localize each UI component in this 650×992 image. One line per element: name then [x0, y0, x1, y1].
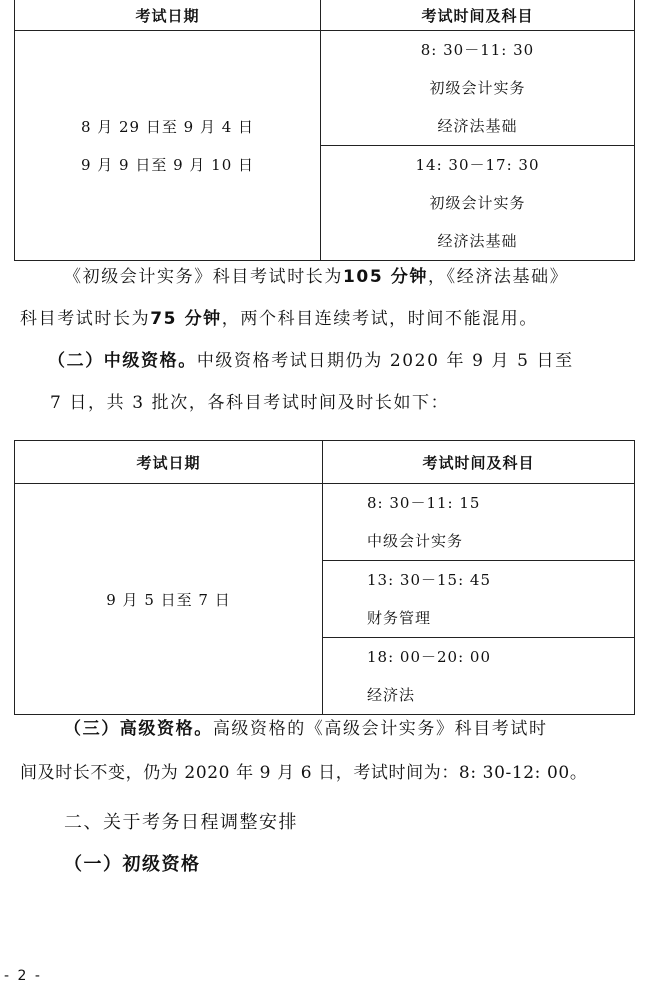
session-cell [321, 31, 635, 146]
section-label-senior: （三）高级资格。 [64, 719, 213, 739]
emphasis-duration: 75 分钟 [150, 309, 222, 329]
text: 中级资格考试日期仍为 2020 年 9 月 5 日至 [196, 351, 574, 371]
emphasis-duration: 105 分钟 [343, 267, 429, 287]
paragraph-senior-line1 [20, 714, 635, 739]
paragraph-intermediate-line1 [20, 346, 635, 371]
header-exam-date: 考试日期 [15, 0, 321, 31]
session-time: 8: 30－11: 15 [367, 494, 481, 512]
session-cell [321, 146, 635, 261]
text: ，《经济法基础》 [428, 267, 569, 287]
text: 7 日，共 3 批次，各科目考试时间及时长如下： [50, 393, 450, 413]
table-header-row [15, 441, 635, 484]
session-time: 18: 00－20: 00 [367, 648, 491, 666]
text: 间及时长不变，仍为 2020 年 9 月 6 日，考试时间为：8: 30-12: 00。 [20, 763, 588, 783]
header-exam-time-subject: 考试时间及科目 [323, 441, 635, 484]
page-number: - 2 - [4, 968, 42, 984]
session-subject: 经济法基础 [437, 117, 518, 135]
exam-schedule-table-junior [14, 0, 635, 261]
session-subject: 初级会计实务 [429, 79, 526, 97]
session-subject: 中级会计实务 [367, 532, 464, 550]
text: 高级资格的《高级会计实务》科目考试时 [212, 719, 548, 739]
text: 科目考试时长为 [20, 309, 151, 329]
header-exam-time-subject: 考试时间及科目 [321, 0, 635, 31]
text: 《初级会计实务》科目考试时长为 [64, 267, 343, 287]
header-exam-date: 考试日期 [15, 441, 323, 484]
exam-date-cell [15, 31, 321, 261]
session-time: 14: 30－17: 30 [415, 156, 540, 174]
session-time: 8: 30－11: 30 [420, 41, 535, 59]
session-subject: 初级会计实务 [429, 194, 526, 212]
paragraph-senior-line2 [20, 758, 635, 783]
table-row [15, 31, 635, 146]
exam-schedule-table-intermediate [14, 440, 635, 715]
paragraph-junior-duration-line1 [20, 262, 635, 287]
subsection-heading: （一）初级资格 [64, 854, 201, 875]
session-time: 13: 30－15: 45 [367, 571, 491, 589]
table-header-row [15, 0, 635, 31]
table-row [15, 484, 635, 561]
paragraph-junior-duration-line2 [20, 304, 635, 329]
section-label-intermediate: （二）中级资格。 [48, 351, 197, 371]
session-cell [323, 484, 635, 561]
session-cell [323, 561, 635, 638]
exam-date-cell: 9 月 5 日至 7 日 [15, 484, 323, 715]
text: ，两个科目连续考试，时间不能混用。 [221, 309, 538, 329]
exam-date-line: 9 月 9 日至 9 月 10 日 [80, 155, 255, 174]
paragraph-intermediate-line2 [20, 388, 635, 413]
session-subject: 财务管理 [367, 609, 432, 627]
session-subject: 经济法基础 [437, 232, 518, 250]
session-cell [323, 638, 635, 715]
section-heading: 二、关于考务日程调整安排 [64, 812, 298, 833]
exam-date-line: 8 月 29 日至 9 月 4 日 [80, 117, 255, 136]
session-subject: 经济法 [367, 686, 416, 704]
